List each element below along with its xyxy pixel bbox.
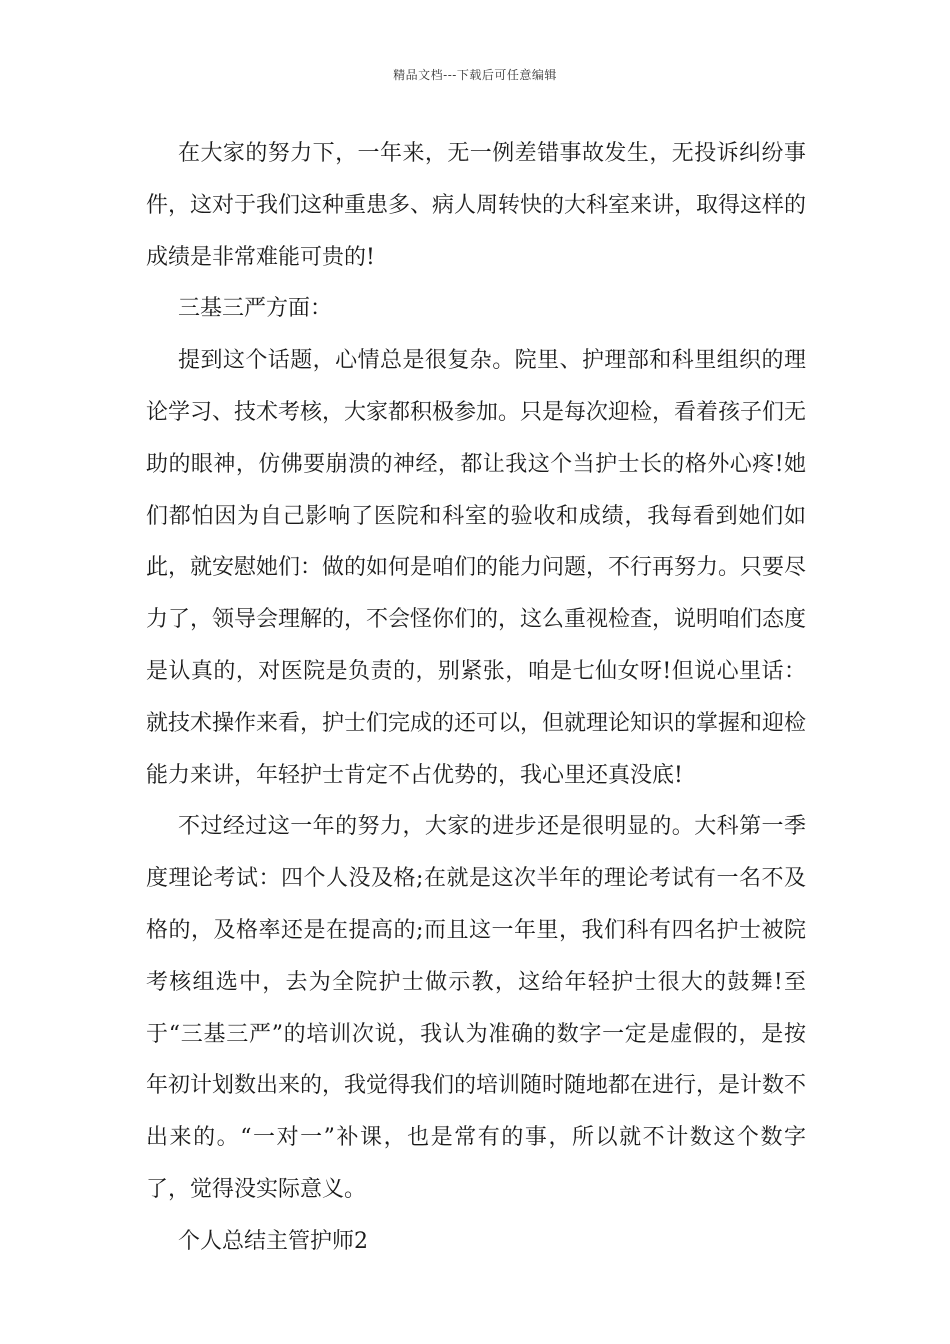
document-body: [146, 128, 806, 1268]
paragraph-progress: 不过经过这一年的努力，大家的进步还是很明显的。大科第一季度理论考试：四个人没及格;在就是这次半年的理论考试有一名不及格的，及格率还是在提高的;而且这一年里，我们科有四名护士被院考核组选中，去为全院护士做示教，这给年轻护士很大的鼓舞!至于“三基三严”的培训次说，我认为准确的数字一定是虚假的，是按年初计划数出来的，我觉得我们的培训随时随地都在进行，是计数不出来的。“一对一”补课，也是常有的事，所以就不计数这个数字了，觉得没实际意义。: [146, 814, 807, 1202]
section-heading-three-basics: 三基三严方面：: [178, 296, 333, 322]
section-heading-summary-2: 个人总结主管护师2: [178, 1228, 368, 1254]
paragraph-no-incidents: 在大家的努力下，一年来，无一例差错事故发生，无投诉纠纷事件，这对于我们这种重患多、病人周转快的大科室来讲，取得这样的成绩是非常难能可贵的!: [146, 141, 807, 270]
page-header: 精品文档---下载后可任意编辑: [393, 68, 557, 82]
paragraph-training-feelings: 提到这个话题，心情总是很复杂。院里、护理部和科里组织的理论学习、技术考核，大家都积极参加。只是每次迎检，看着孩子们无助的眼神，仿佛要崩溃的神经，都让我这个当护士长的格外心疼!她们都怕因为自己影响了医院和科室的验收和成绩，我每看到她们如此，就安慰她们：做的如何是咱们的能力问题，不行再努力。只要尽力了，领导会理解的，不会怪你们的，这么重视检查，说明咱们态度是认真的，对医院是负责的，别紧张，咱是七仙女呀!但说心里话：就技术操作来看，护士们完成的还可以，但就理论知识的掌握和迎检能力来讲，年轻护士肯定不占优势的，我心里还真没底!: [146, 348, 807, 788]
